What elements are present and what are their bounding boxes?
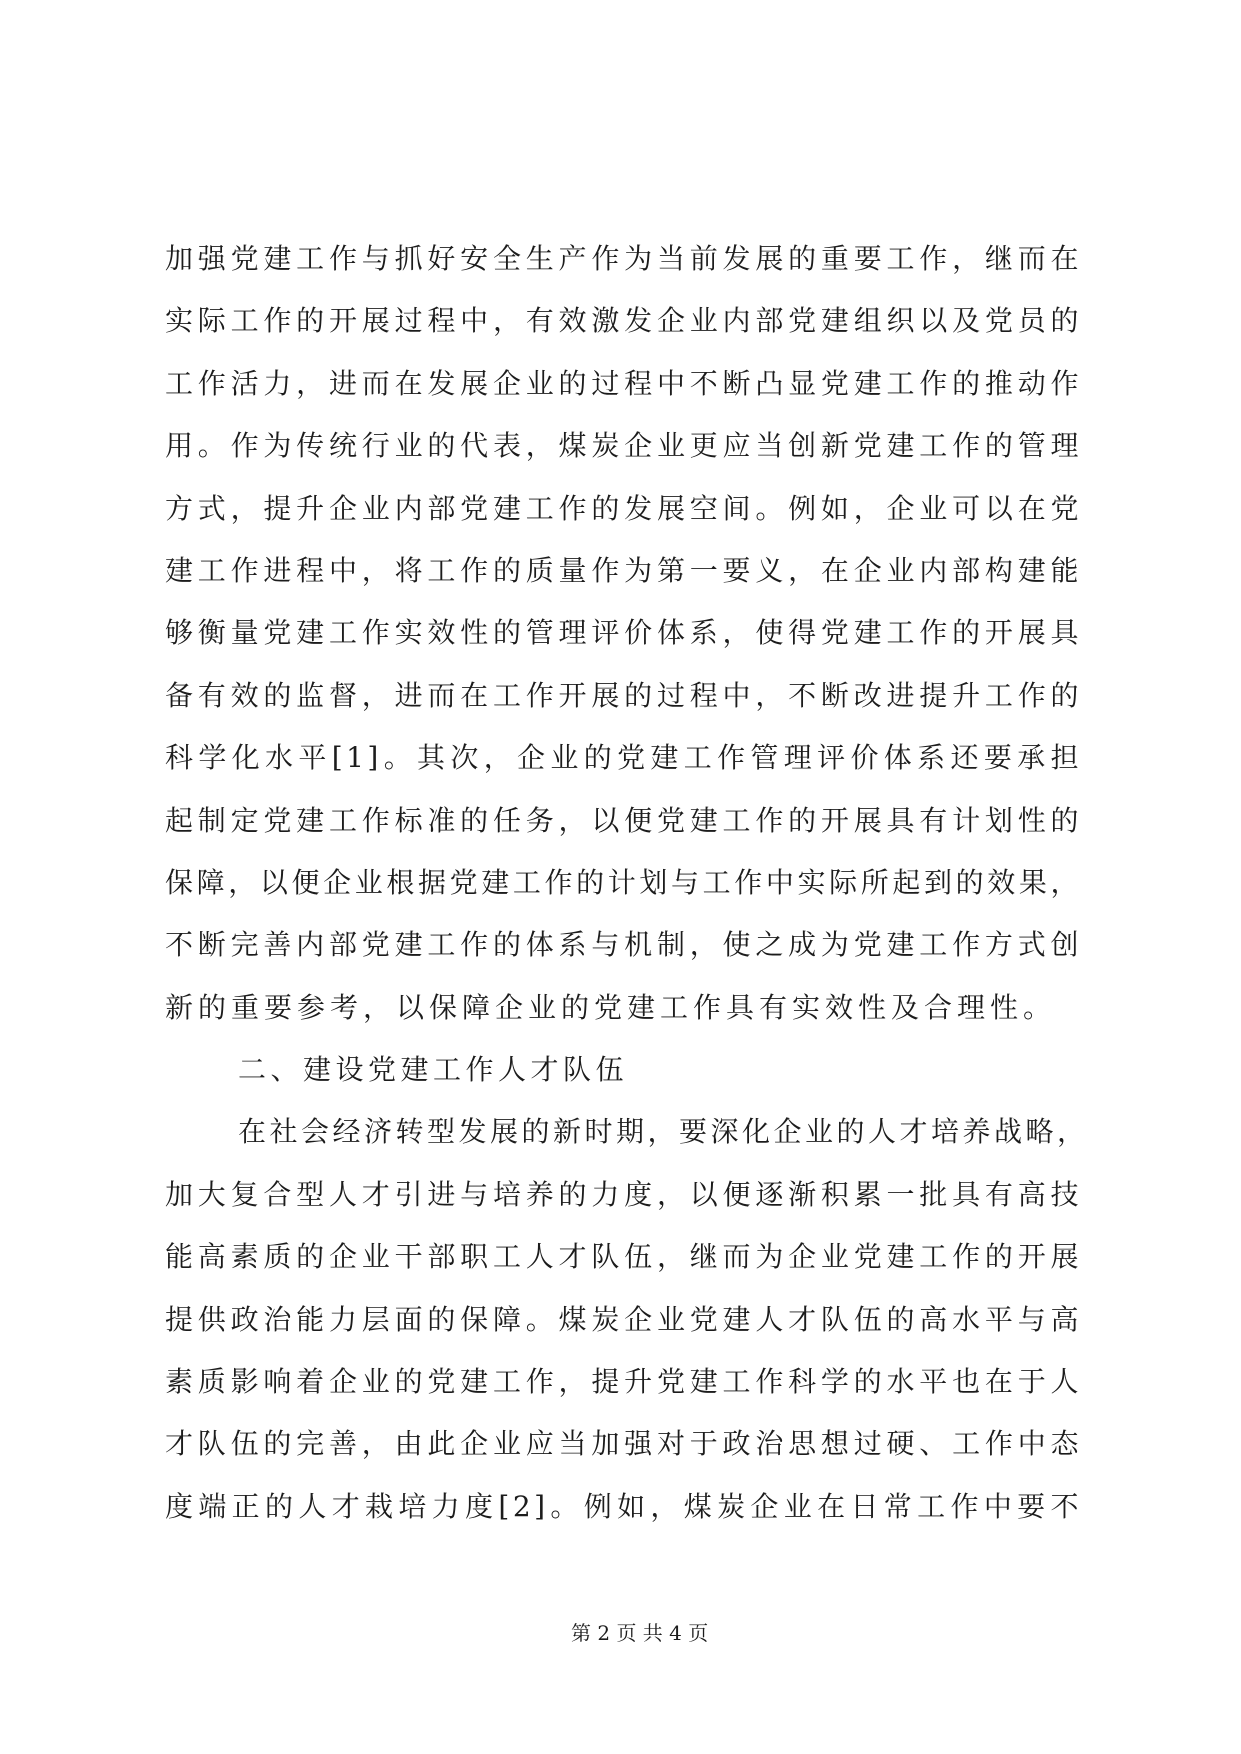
text-line: 够衡量党建工作实效性的管理评价体系，使得党建工作的开展具 xyxy=(165,616,1082,650)
text-line: 方式，提升企业内部党建工作的发展空间。例如，企业可以在党 xyxy=(165,491,1082,525)
text-line: 加强党建工作与抓好安全生产作为当前发展的重要工作，继而在 xyxy=(165,242,1082,275)
text-line: 度端正的人才栽培力度[2]。例如，煤炭企业在日常工作中要不 xyxy=(165,1489,1082,1523)
document-body xyxy=(165,228,1089,1538)
text-line: 不断完善内部党建工作的体系与机制，使之成为党建工作方式创 xyxy=(165,928,1082,962)
section-heading: 二、建设党建工作人才队伍 xyxy=(238,1053,629,1087)
page-footer: 第 2 页 共 4 页 xyxy=(571,1621,709,1645)
text-line: 实际工作的开展过程中，有效激发企业内部党建组织以及党员的 xyxy=(165,304,1082,338)
text-line: 新的重要参考，以保障企业的党建工作具有实效性及合理性。 xyxy=(165,990,1057,1024)
text-line: 才队伍的完善，由此企业应当加强对于政治思想过硬、工作中态 xyxy=(165,1427,1082,1461)
text-line: 素质影响着企业的党建工作，提升党建工作科学的水平也在于人 xyxy=(165,1365,1082,1399)
text-line: 科学化水平[1]。其次，企业的党建工作管理评价体系还要承担 xyxy=(165,741,1082,775)
text-line: 在社会经济转型发展的新时期，要深化企业的人才培养战略， xyxy=(238,1115,1089,1149)
text-line: 工作活力，进而在发展企业的过程中不断凸显党建工作的推动作 xyxy=(165,366,1082,400)
paragraph xyxy=(165,1101,1089,1538)
paragraph xyxy=(165,228,1082,1039)
text-line: 备有效的监督，进而在工作开展的过程中，不断改进提升工作的 xyxy=(165,678,1082,712)
text-line: 建工作进程中，将工作的质量作为第一要义，在企业内部构建能 xyxy=(165,553,1082,587)
text-line: 能高素质的企业干部职工人才队伍，继而为企业党建工作的开展 xyxy=(165,1240,1082,1274)
text-line: 加大复合型人才引进与培养的力度，以便逐渐积累一批具有高技 xyxy=(165,1177,1082,1211)
text-line: 提供政治能力层面的保障。煤炭企业党建人才队伍的高水平与高 xyxy=(165,1302,1082,1336)
text-line: 用。作为传统行业的代表，煤炭企业更应当创新党建工作的管理 xyxy=(165,429,1082,463)
text-line: 起制定党建工作标准的任务，以便党建工作的开展具有计划性的 xyxy=(165,803,1082,837)
text-line: 保障，以便企业根据党建工作的计划与工作中实际所起到的效果， xyxy=(165,865,1082,899)
